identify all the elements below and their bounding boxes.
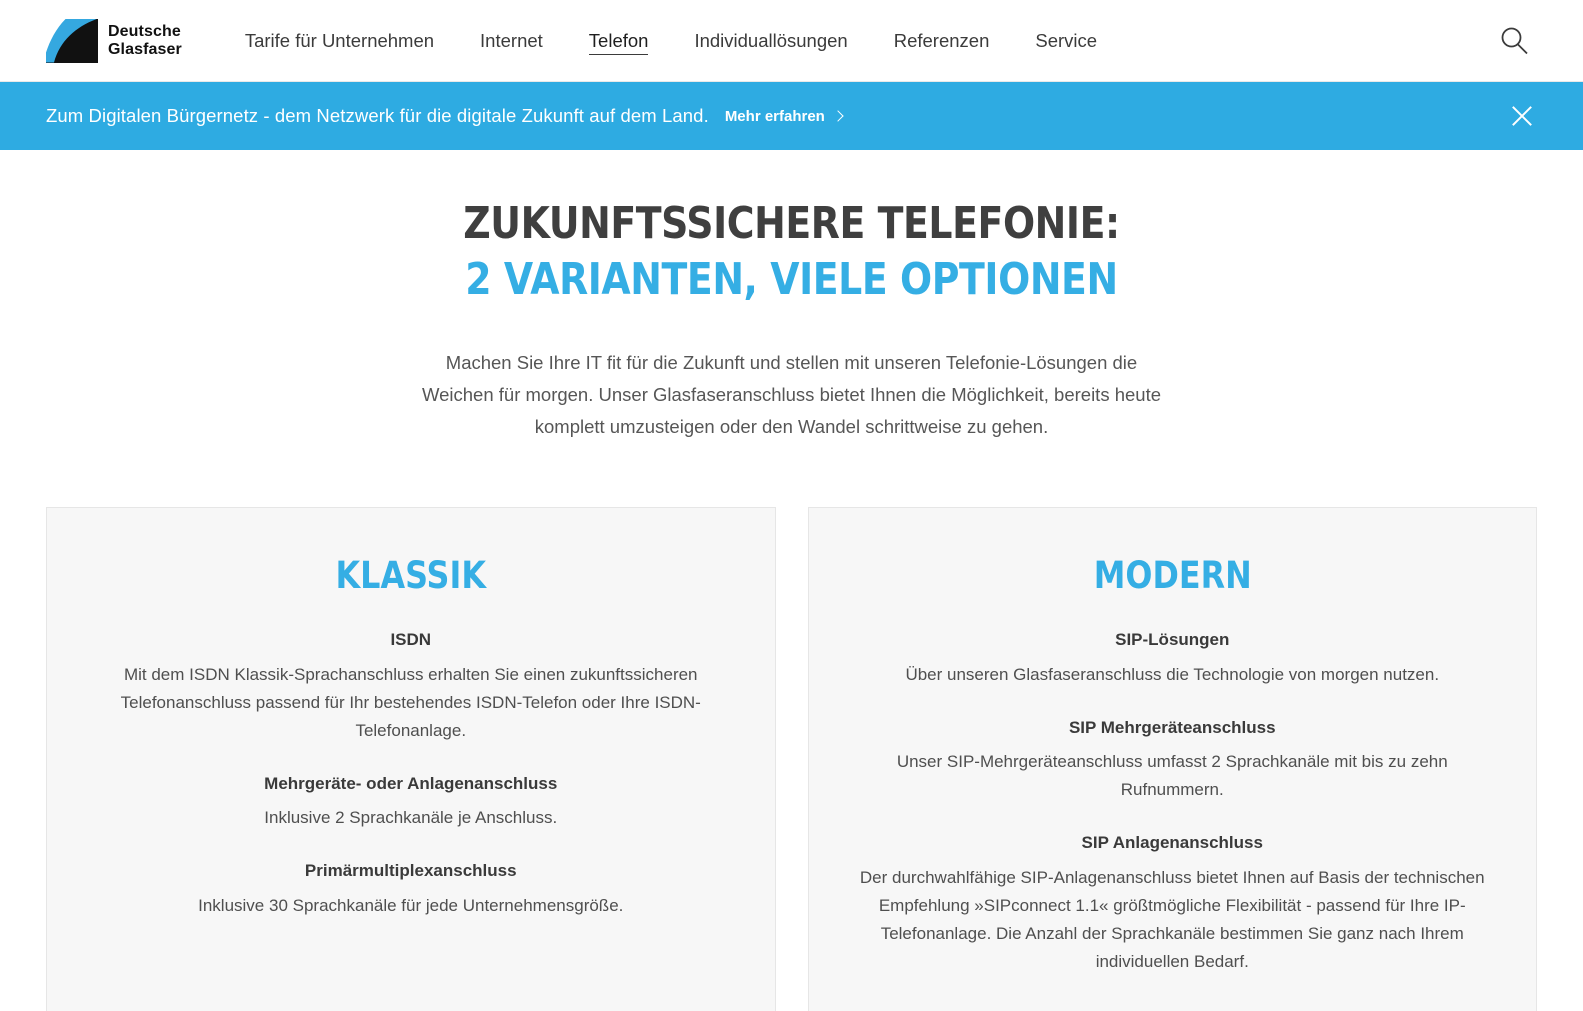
block-title: SIP Mehrgeräteanschluss	[1068, 717, 1276, 737]
logo-text-line2: Glasfaser	[108, 40, 182, 58]
page-title-line2: 2 VARIANTEN, VIELE OPTIONEN	[465, 254, 1118, 306]
card-modern-block-sip-anlagen	[843, 830, 1503, 976]
block-title: Mehrgeräte- oder Anlagenanschluss	[264, 773, 558, 793]
logo[interactable]	[46, 19, 182, 63]
card-klassik-block-mehrgeraete	[81, 771, 741, 833]
promo-banner-text: Zum Digitalen Bürgernetz - dem Netzwerk für die digitale Zukunft auf dem Land.	[46, 105, 709, 126]
nav-item-individualloesungen[interactable]: Individuallösungen	[694, 29, 848, 51]
promo-banner	[0, 82, 1583, 150]
block-body: Über unseren Glasfaseranschluss die Technologie von morgen nutzen.	[905, 664, 1440, 684]
block-body: Der durchwahlfähige SIP-Anlagenanschluss bietet Ihnen auf Basis der technischen Empfehlung »SIPconnect 1.1« größtmögliche Flexibilität - passend für Ihre IP-Telefonanlage. Die Anzahl der Sprachkanäle bestimmen Sie ganz nach Ihrem individuellen Bedarf.	[859, 867, 1485, 971]
nav-item-tarife[interactable]: Tarife für Unternehmen	[244, 29, 435, 51]
site-header	[0, 0, 1583, 82]
block-body: Inklusive 2 Sprachkanäle je Anschluss.	[264, 808, 558, 828]
card-modern-heading: MODERN	[1093, 554, 1252, 598]
block-title: SIP-Lösungen	[1115, 630, 1230, 650]
block-title: Primärmultiplexanschluss	[304, 861, 517, 881]
card-modern	[808, 507, 1538, 1011]
promo-banner-link[interactable]	[725, 108, 842, 125]
variant-cards	[0, 443, 1583, 1011]
block-body: Inklusive 30 Sprachkanäle für jede Unternehmensgröße.	[198, 895, 624, 915]
chevron-right-icon	[832, 110, 843, 121]
page-title-line1: ZUKUNFTSSICHERE TELEFONIE:	[463, 198, 1120, 249]
card-klassik-block-isdn	[81, 627, 741, 745]
block-title: ISDN	[390, 630, 432, 650]
nav-item-telefon[interactable]: Telefon	[566, 0, 672, 82]
block-title: SIP Anlagenanschluss	[1081, 833, 1263, 853]
card-klassik-block-primaermultiplex	[81, 858, 741, 920]
logo-text	[108, 23, 182, 59]
nav-item-service[interactable]: Service	[1035, 29, 1098, 51]
nav-item-internet[interactable]: Internet	[480, 29, 543, 51]
logo-mark-icon	[46, 19, 98, 63]
page-title	[111, 196, 1472, 309]
card-klassik-heading: KLASSIK	[335, 554, 486, 598]
close-icon[interactable]	[1507, 101, 1537, 131]
logo-text-line1: Deutsche	[108, 22, 181, 40]
nav-item-referenzen[interactable]: Referenzen	[893, 29, 990, 51]
block-body: Mit dem ISDN Klassik-Sprachanschluss erhalten Sie einen zukunftssicheren Telefonanschluss passend für Ihr bestehendes ISDN-Telefon oder Ihre ISDN-Telefonanlage.	[120, 664, 701, 740]
hero-paragraph: Machen Sie Ihre IT fit für die Zukunft und stellen mit unseren Telefonie-Lösungen die Weichen für morgen. Unser Glasfaseranschluss bietet Ihnen die Möglichkeit, bereits heute komplett umzusteigen oder den Wandel schrittweise zu gehen.	[421, 351, 1161, 437]
card-klassik	[46, 507, 776, 1011]
block-body: Unser SIP-Mehrgeräteanschluss umfasst 2 Sprachkanäle mit bis zu zehn Rufnummern.	[896, 752, 1448, 800]
hero-section	[0, 150, 1583, 443]
card-modern-block-sip-mehrgeraete	[843, 715, 1503, 805]
search-icon[interactable]	[1497, 24, 1531, 58]
card-modern-block-sip-loesungen	[843, 627, 1503, 689]
main-navigation	[222, 0, 1583, 82]
promo-banner-link-label: Mehr erfahren	[724, 107, 825, 125]
